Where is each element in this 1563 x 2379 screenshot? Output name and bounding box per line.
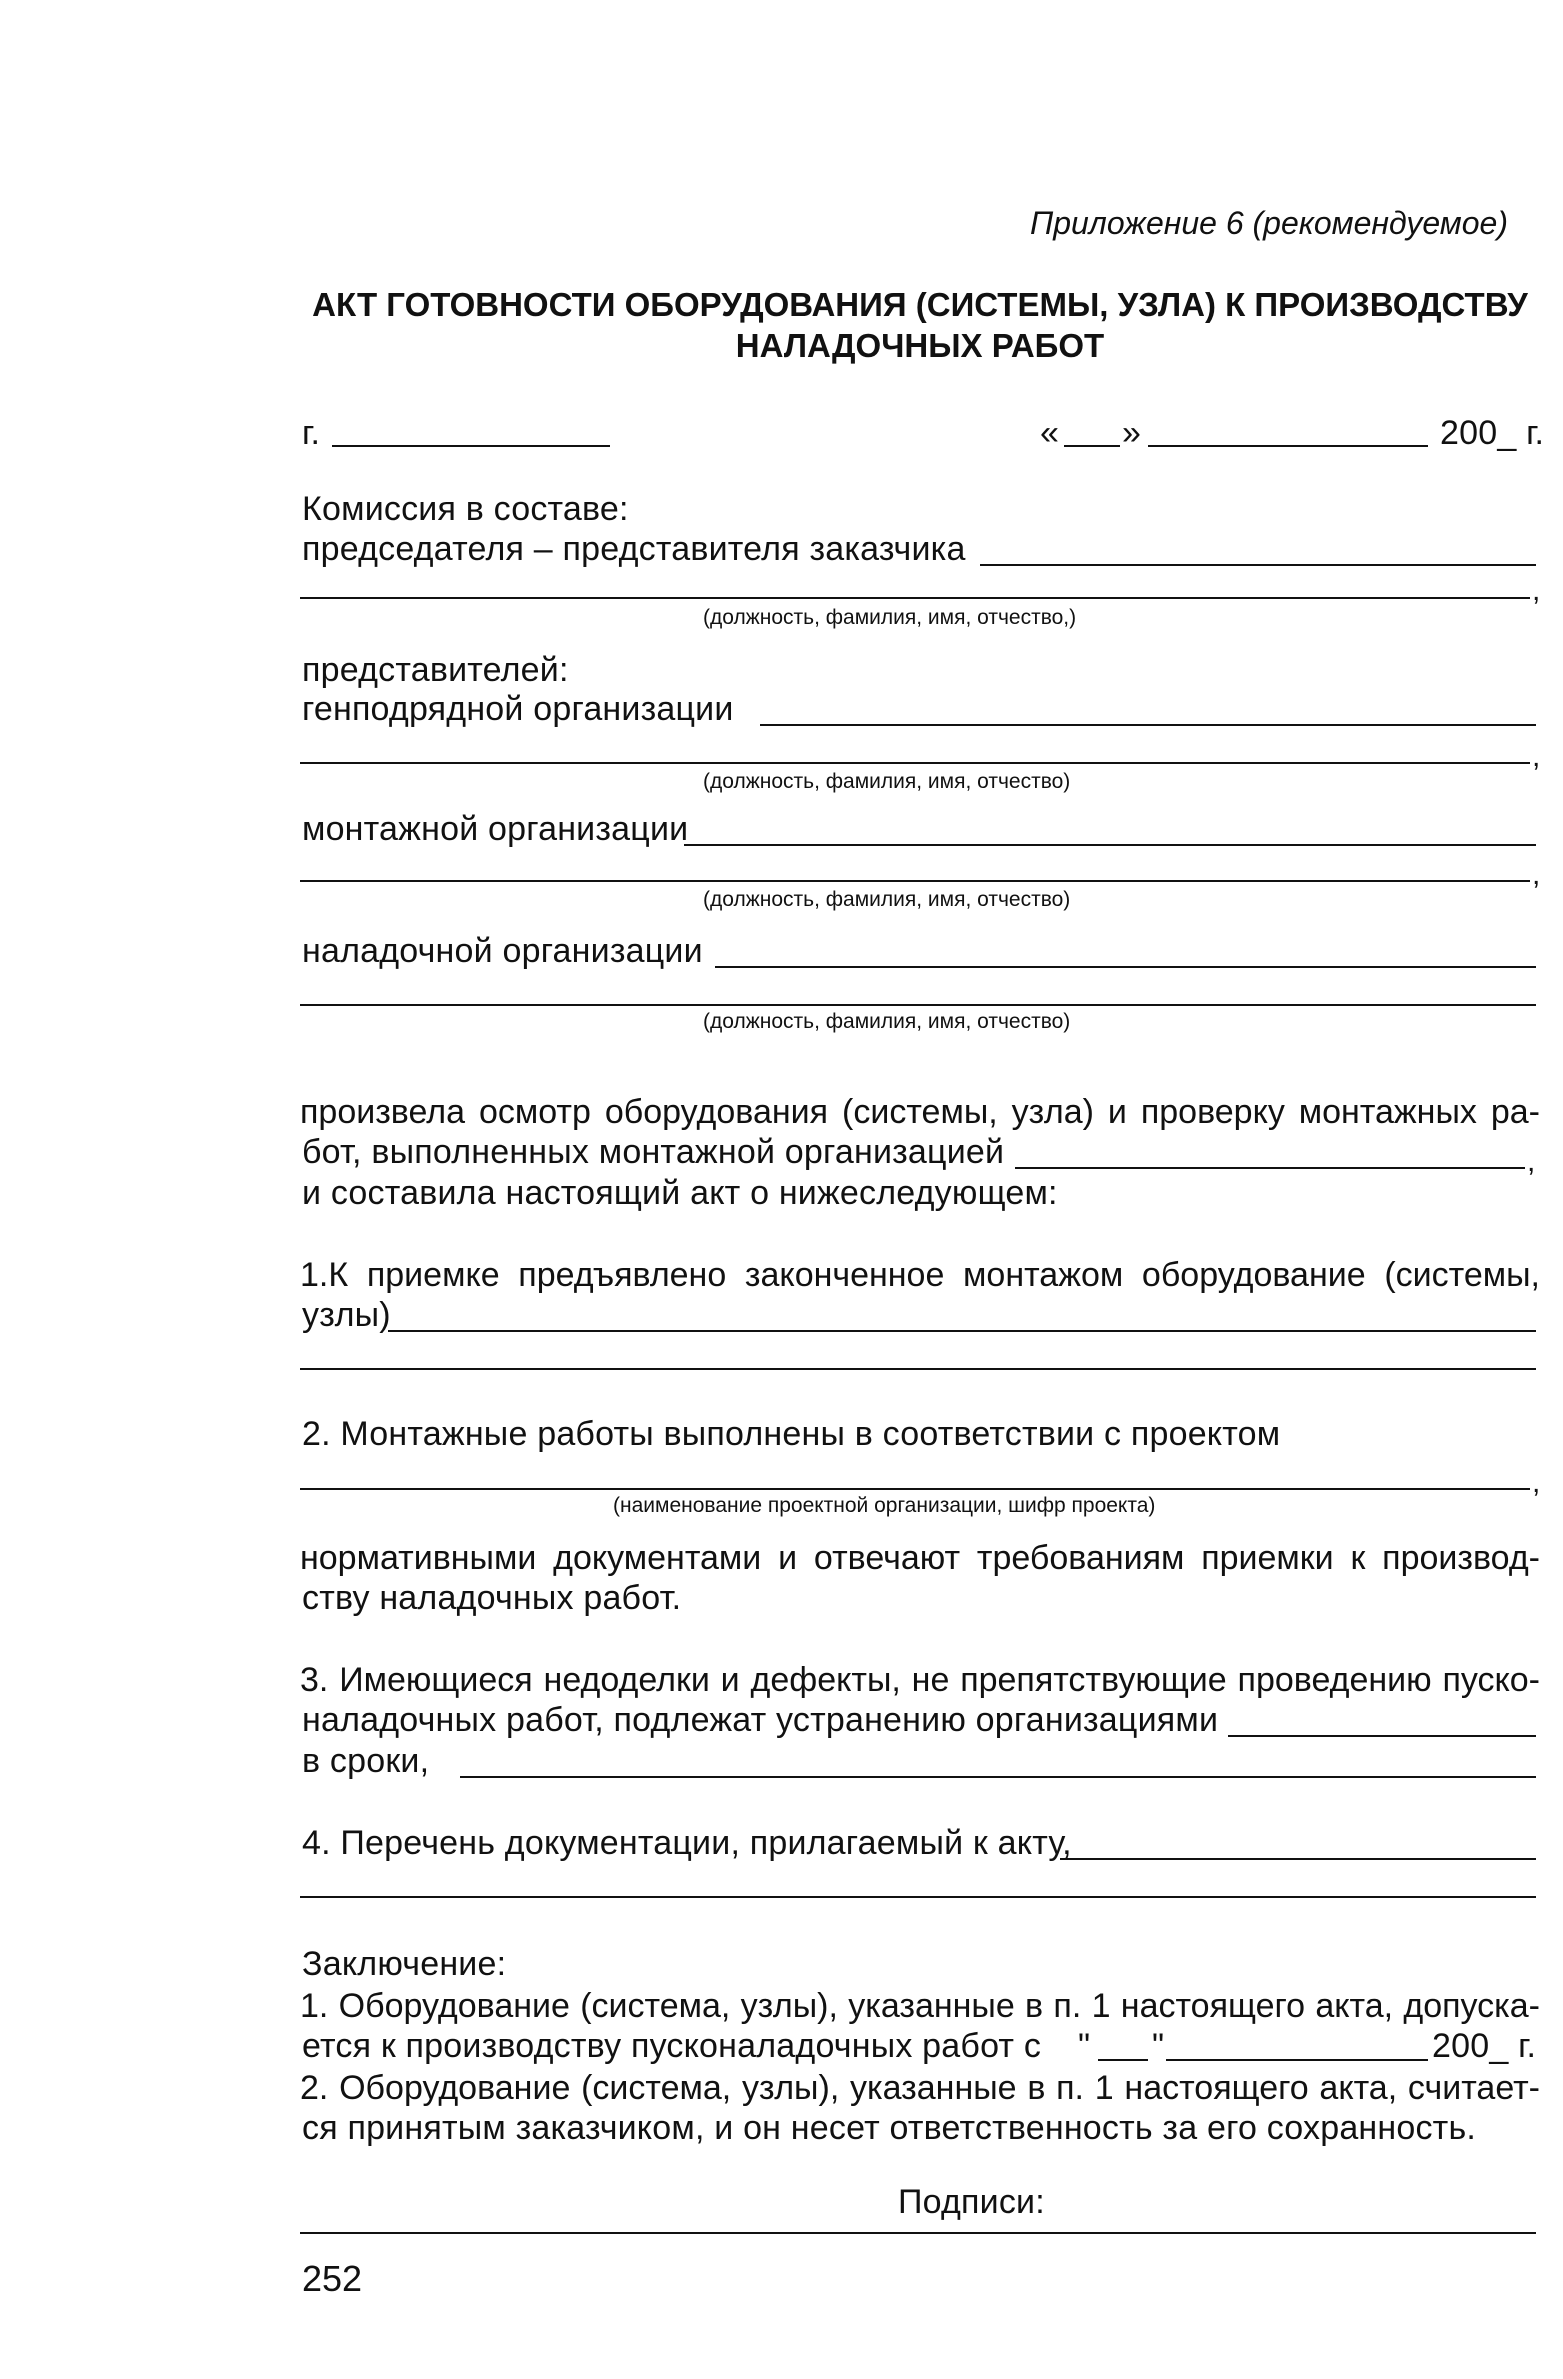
city-prefix: г. xyxy=(302,414,321,452)
item3-line-3: в сроки, xyxy=(302,1742,430,1780)
installation-org-name-blank-line xyxy=(1015,1167,1525,1169)
item1-equipment-blank-line xyxy=(388,1330,1536,1332)
item2-project-blank-line xyxy=(300,1488,1530,1490)
month-blank-line xyxy=(1148,445,1428,447)
conclusion-1-quote-close: " xyxy=(1152,2027,1165,2065)
installation-org-label: монтажной организации xyxy=(302,810,689,848)
chair-caption: (должность, фамилия, имя, отчество,) xyxy=(703,606,1077,629)
general-contractor-comma: , xyxy=(1532,740,1541,773)
signatures-label: Подписи: xyxy=(898,2183,1045,2221)
item2-line-1: 2. Монтажные работы выполнены в соответствии с проектом xyxy=(302,1415,1281,1453)
item2-caption: (наименование проектной организации, шифр проекта) xyxy=(613,1494,1156,1517)
city-blank-line xyxy=(332,445,610,447)
item4-line-1: 4. Перечень документации, прилагаемый к акту, xyxy=(302,1824,1072,1862)
inspection-comma: , xyxy=(1527,1145,1536,1178)
item3-line-1: 3. Имеющиеся недоделки и дефекты, не препятствующие проведению пуско- xyxy=(300,1661,1540,1699)
page-number: 252 xyxy=(302,2258,363,2299)
item1-line-2: узлы) xyxy=(302,1296,391,1334)
item1-line-1: 1.К приемке предъявлено законченное монтажом оборудование (системы, xyxy=(300,1256,1540,1294)
commissioning-org-blank-line xyxy=(715,966,1536,968)
signatures-rule xyxy=(300,2232,1536,2234)
general-contractor-caption: (должность, фамилия, имя, отчество) xyxy=(703,770,1071,793)
inspection-line-3: и составила настоящий акт о нижеследующем: xyxy=(302,1174,1058,1212)
year-label: 200_ г. xyxy=(1440,414,1545,452)
item1-equipment-blank-line-2 xyxy=(300,1368,1536,1370)
chair-comma: , xyxy=(1532,574,1541,607)
conclusion-1-quote-open: " xyxy=(1078,2027,1091,2065)
conclusion-2-line-2: ся принятым заказчиком, и он несет ответственность за его сохранность. xyxy=(302,2109,1477,2147)
conclusion-1-year: 200_ г. xyxy=(1432,2027,1537,2065)
installation-org-blank-line xyxy=(684,844,1536,846)
conclusion-day-blank-line xyxy=(1098,2059,1148,2061)
item2-line-2: нормативными документами и отвечают требованиям приемки к производ- xyxy=(300,1539,1540,1577)
item2-comma: , xyxy=(1532,1466,1541,1499)
general-contractor-blank-line-2 xyxy=(300,762,1530,764)
conclusion-heading: Заключение: xyxy=(302,1945,507,1983)
document-title-line1: АКТ ГОТОВНОСТИ ОБОРУДОВАНИЯ (СИСТЕМЫ, УЗЛА) К ПРОИЗВОДСТВУ xyxy=(312,286,1528,323)
conclusion-1-line-2: ется к производству пусконаладочных работ с xyxy=(302,2027,1042,2065)
inspection-line-2: бот, выполненных монтажной организацией xyxy=(302,1133,1005,1171)
conclusion-1-line-1: 1. Оборудование (система, узлы), указанные в п. 1 настоящего акта, допуска- xyxy=(300,1987,1540,2025)
item3-deadline-blank-line xyxy=(460,1776,1536,1778)
installation-org-blank-line-2 xyxy=(300,880,1530,882)
commissioning-org-blank-line-2 xyxy=(300,1004,1536,1006)
date-quote-close: » xyxy=(1122,414,1142,452)
item4-docs-blank-line xyxy=(1060,1858,1536,1860)
commission-intro: Комиссия в составе: xyxy=(302,490,629,528)
item4-docs-blank-line-2 xyxy=(300,1896,1536,1898)
document-title-line2: НАЛАДОЧНЫХ РАБОТ xyxy=(735,327,1105,364)
item3-line-2: наладочных работ, подлежат устранению организациями xyxy=(302,1701,1219,1739)
conclusion-2-line-1: 2. Оборудование (система, узлы), указанные в п. 1 настоящего акта, считает- xyxy=(300,2069,1540,2107)
item3-orgs-blank-line xyxy=(1228,1735,1536,1737)
inspection-line-1: произвела осмотр оборудования (системы, узла) и проверку монтажных ра- xyxy=(300,1093,1540,1131)
commissioning-org-label: наладочной организации xyxy=(302,932,703,970)
representatives-label: представителей: xyxy=(302,651,569,689)
chair-blank-line xyxy=(980,564,1536,566)
general-contractor-label: генподрядной организации xyxy=(302,690,734,728)
installation-org-caption: (должность, фамилия, имя, отчество) xyxy=(703,888,1071,911)
day-blank-line xyxy=(1064,445,1120,447)
item2-line-3: ству наладочных работ. xyxy=(302,1579,682,1617)
annex-label: Приложение 6 (рекомендуемое) xyxy=(1030,205,1508,241)
chair-blank-line-2 xyxy=(300,597,1530,599)
general-contractor-blank-line xyxy=(760,724,1536,726)
conclusion-month-blank-line xyxy=(1166,2059,1428,2061)
installation-org-comma: , xyxy=(1532,858,1541,891)
chair-label: председателя – представителя заказчика xyxy=(302,530,966,568)
commissioning-org-caption: (должность, фамилия, имя, отчество) xyxy=(703,1010,1071,1033)
date-quote-open: « xyxy=(1040,414,1060,452)
